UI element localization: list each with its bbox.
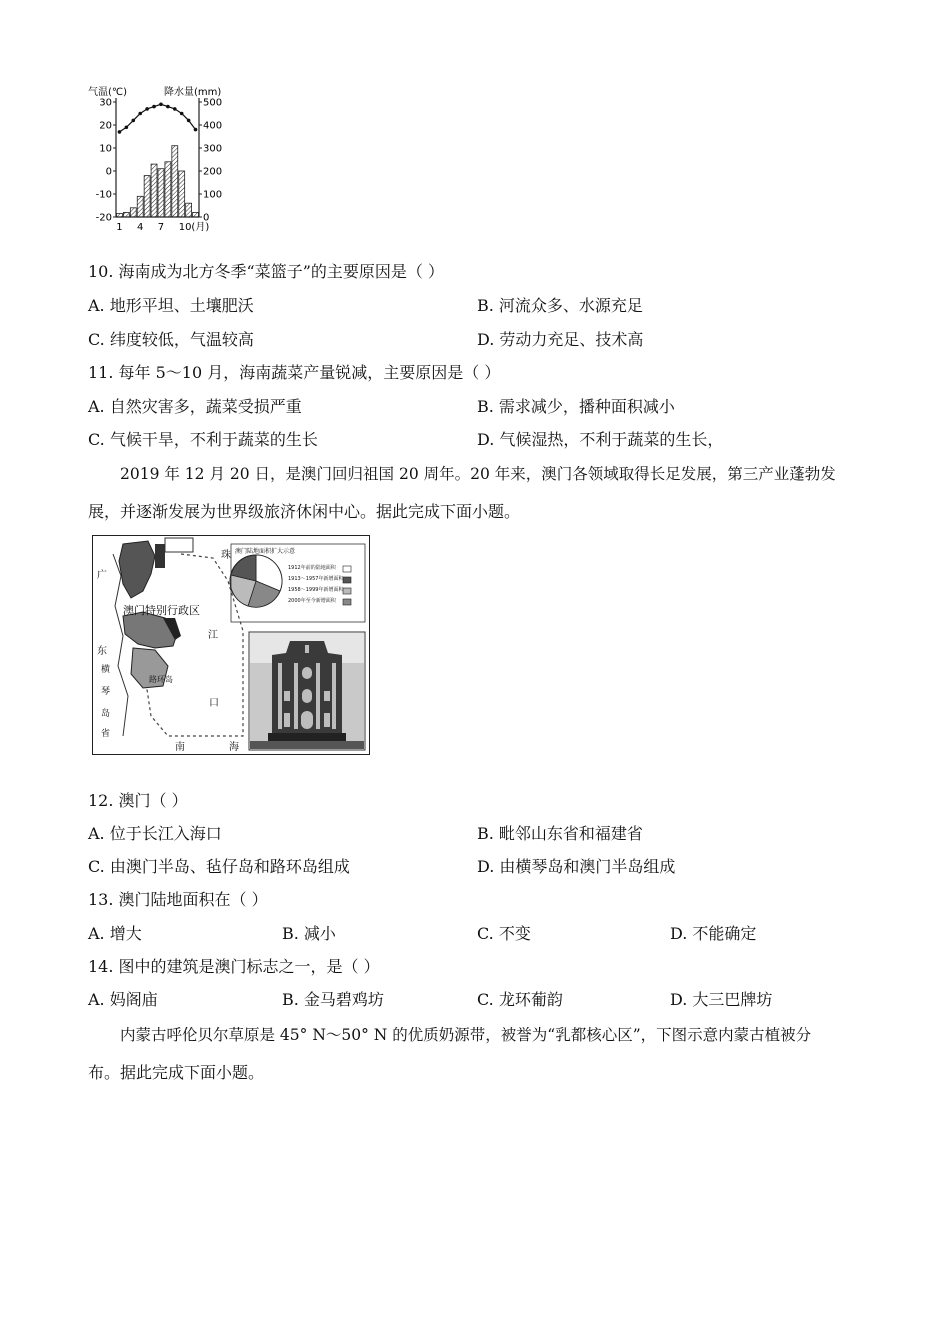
temperature-point <box>145 107 149 111</box>
map-label-kou: 口 <box>209 698 219 709</box>
q13-option-c[interactable]: C. 不变 <box>477 924 531 943</box>
q11-option-b[interactable]: B. 需求减少，播种面积减小 <box>477 397 675 416</box>
area-pie-chart <box>230 555 282 607</box>
macau-peninsula-shape <box>119 541 155 598</box>
temperature-point <box>118 130 122 134</box>
pie-legend-title: 澳门陆地面积扩大示意 <box>235 548 296 555</box>
precipitation-bar <box>117 214 123 217</box>
map-label-sheng: 省 <box>101 729 111 739</box>
map-label-dao: 岛 <box>101 709 111 719</box>
q11-option-d[interactable]: D. 气候湿热，不利于蔬菜的生长， <box>477 430 724 449</box>
map-label-hai: 海 <box>229 742 239 753</box>
q12-option-d[interactable]: D. 由横琴岛和澳门半岛组成 <box>477 857 676 876</box>
q14-option-c[interactable]: C. 龙环葡韵 <box>477 990 563 1009</box>
map-label-dong: 东 <box>97 646 107 657</box>
q10-option-c[interactable]: C. 纬度较低，气温较高 <box>88 330 254 349</box>
question-11-stem: 11. 每年 5～10 月，海南蔬菜产量锐减，主要原因是（ ） <box>88 363 501 382</box>
chart-right-tick-label: 300 <box>203 143 223 155</box>
map-label-guang: 广 <box>97 570 107 581</box>
chart-right-tick-label: 500 <box>203 97 223 109</box>
chart-left-axis-title: 气温(℃) <box>88 87 128 98</box>
precipitation-bar <box>137 196 143 217</box>
precipitation-bar <box>144 176 150 217</box>
pie-legend-item-2: 1913～1957年新增面积 <box>288 576 344 582</box>
facade-illustration <box>250 633 364 749</box>
chart-right-tick-label: 200 <box>203 166 223 178</box>
q11-option-a[interactable]: A. 自然灾害多，蔬菜受损严重 <box>88 397 302 416</box>
map-label-nan: 南 <box>175 742 185 753</box>
q13-option-d[interactable]: D. 不能确定 <box>670 924 757 943</box>
chart-x-tick-label: 7 <box>157 222 165 233</box>
q13-option-b[interactable]: B. 减小 <box>282 924 336 943</box>
precipitation-bar <box>179 171 185 217</box>
chart-left-tick-label: 0 <box>105 166 112 178</box>
temperature-point <box>152 105 156 109</box>
temperature-line <box>119 104 195 132</box>
precipitation-bar <box>158 169 164 217</box>
q14-option-b[interactable]: B. 金马碧鸡坊 <box>282 990 384 1009</box>
question-10-stem: 10. 海南成为北方冬季“菜篮子”的主要原因是（ ） <box>88 262 444 281</box>
pie-legend-item-1: 1912年前的陆地面积 <box>288 565 336 571</box>
chart-x-tick-label: 4 <box>137 222 144 233</box>
q14-option-d[interactable]: D. 大三巴牌坊 <box>670 990 773 1009</box>
temperature-point <box>138 112 142 116</box>
question-12-stem: 12. 澳门（ ） <box>88 791 188 810</box>
precipitation-bar <box>186 203 192 217</box>
chart-right-axis-title: 降水量(mm) <box>164 87 222 98</box>
map-label-coloane: 路环岛 <box>149 675 173 684</box>
chart-x-tick-label: 1 <box>116 222 123 233</box>
temperature-point <box>166 105 170 109</box>
q12-option-c[interactable]: C. 由澳门半岛、毡仔岛和路环岛组成 <box>88 857 350 876</box>
map-label-zhu: 珠 <box>221 550 231 561</box>
q11-option-c[interactable]: C. 气候干旱，不利于蔬菜的生长 <box>88 430 318 449</box>
macau-map-figure <box>92 535 370 755</box>
climate-chart-svg <box>86 82 236 237</box>
precipitation-bar <box>130 208 136 217</box>
ruins-of-st-paul-photo <box>250 633 364 749</box>
temperature-point <box>180 112 184 116</box>
map-label-heng: 横 <box>101 665 111 675</box>
pie-legend-item-3: 1958～1999年新增面积 <box>288 587 344 593</box>
chart-left-tick-label: 20 <box>99 120 112 132</box>
precipitation-bar <box>123 212 129 217</box>
climate-chart <box>86 82 236 237</box>
passage-inner-mongolia-line1: 内蒙古呼伦贝尔草原是 45° N～50° N 的优质奶源带，被誉为“乳都核心区”，下图示意内蒙古植被分 <box>120 1026 812 1044</box>
map-region-label: 澳门特别行政区 <box>123 604 200 617</box>
chart-left-tick-label: -20 <box>95 212 112 224</box>
temperature-point <box>159 103 163 107</box>
reclaimed-land-shape <box>155 544 165 568</box>
precipitation-bar <box>151 164 157 217</box>
chart-right-tick-label: 400 <box>203 120 223 132</box>
q14-option-a[interactable]: A. 妈阁庙 <box>88 990 158 1009</box>
precipitation-bar <box>165 162 171 217</box>
passage-macau-line1: 2019 年 12 月 20 日，是澳门回归祖国 20 周年。20 年来，澳门各领域取得长足发展，第三产业蓬勃发 <box>120 465 836 483</box>
question-13-stem: 13. 澳门陆地面积在（ ） <box>88 890 268 909</box>
chart-left-tick-label: -10 <box>95 189 112 201</box>
q10-option-d[interactable]: D. 劳动力充足、技术高 <box>477 330 644 349</box>
chart-right-tick-label: 0 <box>203 212 210 224</box>
temperature-point <box>173 107 177 111</box>
temperature-point <box>125 126 129 130</box>
passage-inner-mongolia-line2: 布。据此完成下面小题。 <box>88 1063 265 1082</box>
q13-option-a[interactable]: A. 增大 <box>88 924 142 943</box>
temperature-point <box>131 119 135 123</box>
question-14-stem: 14. 图中的建筑是澳门标志之一，是（ ） <box>88 957 380 976</box>
map-inset-box <box>165 538 193 552</box>
precipitation-bar <box>193 212 199 217</box>
map-label-jiang: 江 <box>208 630 218 641</box>
temperature-point <box>187 119 191 123</box>
map-label-qin: 琴 <box>101 687 111 697</box>
q12-option-b[interactable]: B. 毗邻山东省和福建省 <box>477 824 643 843</box>
pie-legend-item-4: 2000年至今新增面积 <box>288 598 336 604</box>
q10-option-a[interactable]: A. 地形平坦、土壤肥沃 <box>88 296 254 315</box>
precipitation-bar <box>172 146 178 217</box>
chart-right-tick-label: 100 <box>203 189 223 201</box>
chart-x-tick-label: 10(月) <box>178 222 210 233</box>
chart-left-tick-label: 30 <box>99 97 112 109</box>
q12-option-a[interactable]: A. 位于长江入海口 <box>88 824 222 843</box>
q10-option-b[interactable]: B. 河流众多、水源充足 <box>477 296 643 315</box>
passage-macau-line2: 展，并逐渐发展为世界级旅济休闲中心。据此完成下面小题。 <box>88 502 521 521</box>
chart-left-tick-label: 10 <box>99 143 112 155</box>
temperature-point <box>194 128 198 132</box>
